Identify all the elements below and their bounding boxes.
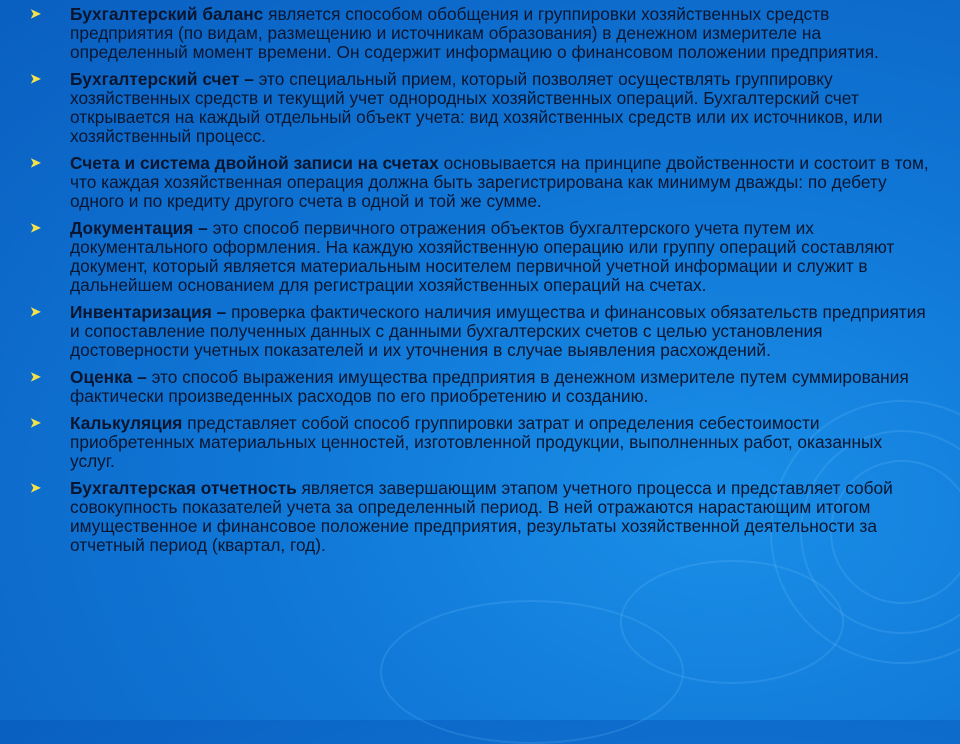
term-description: проверка фактического наличия имущества и финансовых обязательств предприятия и сопоставление полученных данных с данными бухгалтерских счетов с целью установления достоверности учетных показателей и их уточнения в случае выявления расхождений.	[70, 302, 926, 360]
terms-list	[30, 5, 930, 563]
term-description: представляет собой способ группировки затрат и определения себестоимости приобретенных материальных ценностей, изготовленной продукции, выполненных работ, оказанных услуг.	[70, 413, 883, 471]
arrow-bullet-icon: ➤	[30, 304, 41, 319]
arrow-bullet-icon: ➤	[30, 480, 41, 495]
term-description: это способ первичного отражения объектов бухгалтерского учета путем их документального оформления. На каждую хозяйственную операцию или группу операций составляют документ, который является материальным носителем первичной учетной информации и служит в дальнейшем основанием для регистрации хозяйственных операций на счетах.	[70, 218, 895, 295]
list-item	[30, 219, 930, 295]
arrow-bullet-icon: ➤	[30, 155, 41, 170]
list-item	[30, 70, 930, 146]
term-title: Калькуляция	[70, 413, 183, 433]
term-description: основывается на принципе двойственности и состоит в том, что каждая хозяйственная операция должна быть зарегистрирована как минимум дважды: по дебету одного и по кредиту другого счета в одной и той же сумме.	[70, 153, 929, 211]
list-item	[30, 368, 930, 406]
arrow-bullet-icon: ➤	[30, 415, 41, 430]
term-title: Документация –	[70, 218, 208, 238]
list-item	[30, 479, 930, 555]
term-title: Бухгалтерская отчетность	[70, 478, 297, 498]
ripple-decoration	[380, 600, 684, 744]
arrow-bullet-icon: ➤	[30, 6, 41, 21]
arrow-bullet-icon: ➤	[30, 71, 41, 86]
term-description: является завершающим этапом учетного процесса и представляет собой совокупность показателей учета за определенный период. В ней отражаются нарастающим итогом имущественное и финансовое положение предприятия, результаты хозяйственной деятельности за отчетный период (квартал, год).	[70, 478, 893, 555]
term-title: Инвентаризация –	[70, 302, 227, 322]
list-item	[30, 5, 930, 62]
list-item	[30, 414, 930, 471]
term-description: это способ выражения имущества предприятия в денежном измерителе путем суммирования фактически произведенных расходов по его приобретению и созданию.	[70, 367, 909, 406]
term-title: Оценка –	[70, 367, 147, 387]
term-title: Бухгалтерский счет –	[70, 69, 254, 89]
term-title: Счета и система двойной записи на счетах	[70, 153, 439, 173]
list-item	[30, 154, 930, 211]
term-title: Бухгалтерский баланс	[70, 4, 264, 24]
term-description: является способом обобщения и группировки хозяйственных средств предприятия (по видам, размещению и источникам образования) в денежном измерителе на определенный момент времени. Он содержит информацию о финансовом положении предприятия.	[70, 4, 879, 62]
arrow-bullet-icon: ➤	[30, 220, 41, 235]
list-item	[30, 303, 930, 360]
arrow-bullet-icon: ➤	[30, 369, 41, 384]
term-description: это специальный прием, который позволяет осуществлять группировку хозяйственных средств и текущий учет однородных хозяйственных операций. Бухгалтерский счет открывается на каждый отдельный объект учета: вид хозяйственных средств или их источников, или хозяйственный процесс.	[70, 69, 883, 146]
